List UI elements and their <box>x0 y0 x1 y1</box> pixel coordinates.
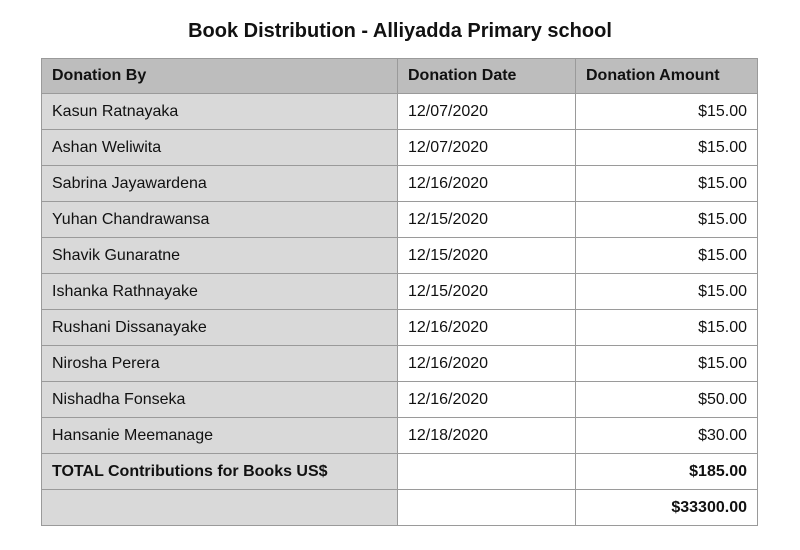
donation-date-cell: 12/18/2020 <box>398 418 576 454</box>
column-header-donation-date: Donation Date <box>398 59 576 94</box>
table-row <box>42 94 758 130</box>
converted-total-empty-cell <box>398 490 576 526</box>
total-empty-cell <box>398 454 576 490</box>
page-title: Book Distribution - Alliyadda Primary school <box>188 20 612 42</box>
donation-amount-cell: $30.00 <box>576 418 758 454</box>
donor-name-cell: Sabrina Jayawardena <box>42 166 398 202</box>
table-row <box>42 274 758 310</box>
table-row <box>42 166 758 202</box>
donation-amount-cell: $50.00 <box>576 382 758 418</box>
donor-name-cell: Nirosha Perera <box>42 346 398 382</box>
donation-date-cell: 12/16/2020 <box>398 346 576 382</box>
donor-name-cell: Shavik Gunaratne <box>42 238 398 274</box>
donation-amount-cell: $15.00 <box>576 166 758 202</box>
total-label-cell: TOTAL Contributions for Books US$ <box>42 454 398 490</box>
donor-name-cell: Ashan Weliwita <box>42 130 398 166</box>
total-row <box>42 454 758 490</box>
table-row <box>42 310 758 346</box>
converted-total-amount-cell: $33300.00 <box>576 490 758 526</box>
total-amount-cell: $185.00 <box>576 454 758 490</box>
table-row <box>42 418 758 454</box>
donor-name-cell: Rushani Dissanayake <box>42 310 398 346</box>
donation-date-cell: 12/15/2020 <box>398 274 576 310</box>
column-header-donation-amount: Donation Amount <box>576 59 758 94</box>
header-row <box>42 59 758 94</box>
donation-date-cell: 12/15/2020 <box>398 238 576 274</box>
donation-date-cell: 12/15/2020 <box>398 202 576 238</box>
donation-amount-cell: $15.00 <box>576 274 758 310</box>
donation-amount-cell: $15.00 <box>576 130 758 166</box>
donation-date-cell: 12/16/2020 <box>398 166 576 202</box>
donor-name-cell: Ishanka Rathnayake <box>42 274 398 310</box>
donation-date-cell: 12/16/2020 <box>398 310 576 346</box>
donation-date-cell: 12/07/2020 <box>398 94 576 130</box>
donation-amount-cell: $15.00 <box>576 310 758 346</box>
table-row <box>42 202 758 238</box>
donation-date-cell: 12/16/2020 <box>398 382 576 418</box>
converted-total-row <box>42 490 758 526</box>
donation-amount-cell: $15.00 <box>576 346 758 382</box>
donation-table <box>41 58 758 526</box>
table-row <box>42 382 758 418</box>
donation-amount-cell: $15.00 <box>576 202 758 238</box>
table-row <box>42 130 758 166</box>
column-header-donation-by: Donation By <box>42 59 398 94</box>
converted-total-empty-label-cell <box>42 490 398 526</box>
donor-name-cell: Kasun Ratnayaka <box>42 94 398 130</box>
table-row <box>42 238 758 274</box>
donation-amount-cell: $15.00 <box>576 238 758 274</box>
donor-name-cell: Nishadha Fonseka <box>42 382 398 418</box>
donation-date-cell: 12/07/2020 <box>398 130 576 166</box>
donation-amount-cell: $15.00 <box>576 94 758 130</box>
donor-name-cell: Yuhan Chandrawansa <box>42 202 398 238</box>
donor-name-cell: Hansanie Meemanage <box>42 418 398 454</box>
table-row <box>42 346 758 382</box>
